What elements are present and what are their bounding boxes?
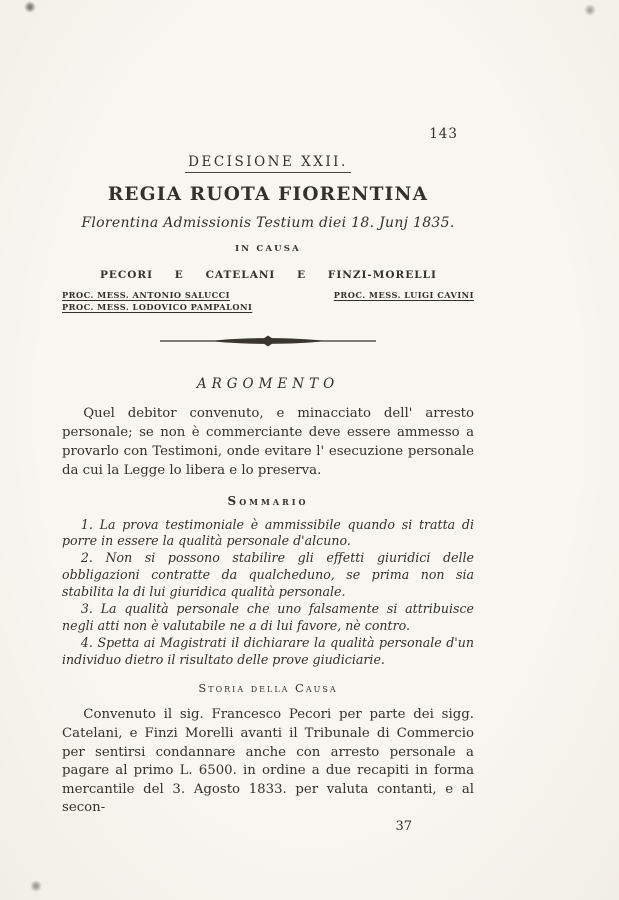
- procurators-left-column: [62, 290, 252, 312]
- page-content: [62, 126, 474, 834]
- storia-heading: Storia della Causa: [198, 681, 338, 696]
- parties-row: [62, 269, 474, 281]
- procurators-right-column: [334, 290, 474, 312]
- sommario-heading: Sommario: [227, 493, 309, 508]
- procurator-line: PROC. MESS. LODOVICO PAMPALONI: [62, 302, 253, 312]
- party-name: PECORI: [100, 269, 154, 281]
- sommario-item: 3. La qualità personale che uno falsamente si attribuisce negli atti non è valutabile ne a di lui favore, nè contro.: [62, 600, 474, 633]
- in-causa-label: IN CAUSA: [235, 244, 301, 254]
- court-title: REGIA RUOTA FIORENTINA: [107, 184, 429, 205]
- case-subtitle: Florentina Admissionis Testium diei 18. Junj 1835.: [81, 215, 455, 231]
- argomento-paragraph: Quel debitor convenuto, e minacciato dell' arresto personale; se non è commerciante deve essere ammesso a provarlo con Testimoni, onde evitare l' esecuzione personale da cui la Legge lo libera e lo preserva.: [62, 406, 474, 478]
- party-name: FINZI-MORELLI: [327, 269, 437, 281]
- divider-ornament: [158, 334, 378, 348]
- storia-paragraph: Convenuto il sig. Francesco Pecori per parte dei sigg. Catelani, e Finzi Morelli avanti il Tribunale di Commercio per sentirsi condannare anche con arresto personale a pagare al primo L. 6500. in ordine a due recapiti in forma mercantile del 3. Agosto 1833. per valuta contanti, e al secon-: [62, 707, 474, 816]
- procurator-line: PROC. MESS. ANTONIO SALUCCI: [62, 290, 230, 300]
- procurator-line: PROC. MESS. LUIGI CAVINI: [333, 290, 474, 300]
- sheet-signature-number: 37: [395, 819, 412, 835]
- procurators-row: [62, 290, 474, 312]
- party-name: CATELANI: [205, 269, 276, 281]
- decision-heading-text: DECISIONE XXII.: [185, 154, 351, 173]
- sommario-list: [62, 517, 474, 669]
- sommario-item: 2. Non si possono stabilire gli effetti giuridici delle obbligazioni contratte da qualcheduno, se prima non sia stabilita la di lui giuridica qualità personale.: [62, 550, 474, 599]
- party-conjunction: E: [174, 269, 184, 281]
- sommario-item: 1. La prova testimoniale è ammissibile quando si tratta di porre in essere la qualità personale d'alcuno.: [62, 516, 474, 549]
- party-conjunction: E: [297, 269, 307, 281]
- sommario-item: 4. Spetta ai Magistrati il dichiarare la qualità personale d'un individuo dietro il risultato delle prove giudiciarie.: [62, 634, 474, 667]
- decision-heading: [62, 154, 474, 173]
- argomento-heading: ARGOMENTO: [196, 376, 340, 392]
- page-number: 143: [429, 126, 458, 142]
